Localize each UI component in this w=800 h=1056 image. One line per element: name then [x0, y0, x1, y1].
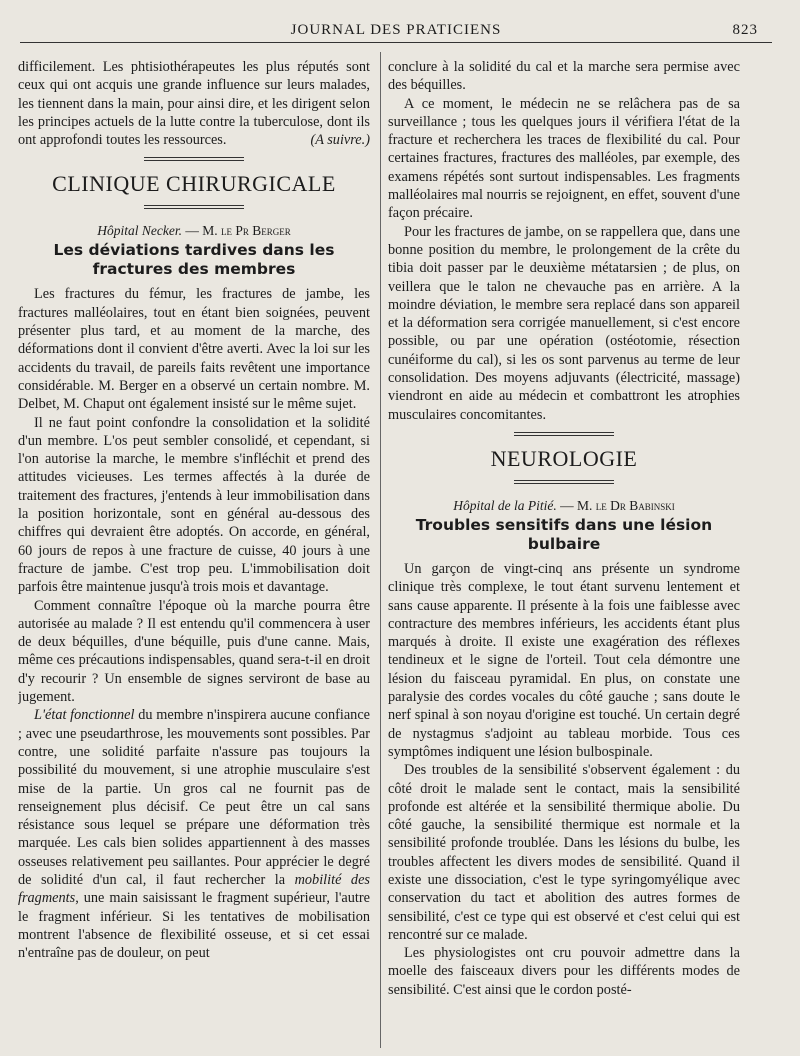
author-name: — M. le Dr Babinski [560, 497, 675, 513]
intro-text: difficilement. Les phtisiothérapeutes les plus réputés sont ceux qui ont acquis une grande influence sur leurs malades, les tiennent dans la main, pour ainsi dire, et les dirigent selon les principes actuels de la lutte contre la tuberculose, dont ils ont approfondi toutes les ressources. [18, 59, 370, 149]
double-rule [144, 157, 244, 161]
paragraph: A ce moment, le médecin ne se relâchera pas de sa surveillance ; tous les quelques jours il vérifiera l'état de la fracture et recherchera les traces de flexibilité du cal. Pour certaines fractures, fractures des malléoles, par exemple, des examens répétés sont surtout indispensables. Les fragments malléolaires mal nourris se rejoignent, en effet, souvent d'une façon précaire. [388, 95, 740, 222]
running-header [20, 20, 772, 43]
section-title-neurologie: NEUROLOGIE [490, 445, 638, 471]
hospital-name: Hôpital Necker. [97, 223, 182, 239]
paragraph: conclure à la solidité du cal et la marche sera permise avec des béquilles. [388, 59, 740, 94]
paragraph: Des troubles de la sensibilité s'observent également : du côté droit le malade sent le contact, mais la sensibilité profonde est altérée et la sensibilité thermique abolie. Du côté gauche, la sensibilité thermique est normale et la sensibilité profonde troublée. Dans les lésions du bulbe, les troubles affectent les divers modes de sensibilité. Quand il existe une dissociation, c'est le type syringomyélique avec conservation du tact et abolition des autres formes de sensibilité, c'est ce type qui est observé et c'est celui qui est rencontré sur ce malade. [388, 762, 740, 943]
hospital-line [18, 223, 370, 239]
paragraph: Les fractures du fémur, les fractures de jambe, les fractures malléolaires, tout en étant bien soignées, peuvent présenter plus tard, et au moment de la marche, des déformations dont il convient d'être averti. Avec la loi sur les accidents du travail, de pareils faits revêtent une importance considérable. M. Berger en a observé un certain nombre. M. Delbet, M. Chaput ont également insisté sur le même sujet. [18, 286, 370, 413]
author-name: — M. le Pr Berger [185, 223, 291, 239]
hospital-name: Hôpital de la Pitié. [453, 497, 557, 513]
paragraph-text: , une main saisissant le fragment supérieur, l'autre le fragment inférieur. Si les tentatives de mobilisation montrent l'absence de flexibilité osseuse, et si cet essai n'entraîne pas de douleur, on peut [18, 890, 370, 962]
paragraph: Il ne faut point confondre la consolidation et la solidité d'un membre. L'os peut sembler consolidé, et cependant, si l'on autorise la marche, le membre s'infléchit et prend des attitudes vicieuses. Les termes affectés à la durée de traitement des fractures, j'entends à leur immobilisation dans la position horizontale, sont en général au-dessous des chiffres qui devraient être adoptés. On accorde, en général, 60 jours de repos à une fracture de cuisse, 40 jours à une fracture de jambe. C'est trop peu. L'immobilisation doit parfois être maintenue jusqu'à trois mois et davantage. [18, 414, 370, 596]
column-divider [380, 52, 381, 1048]
paragraph: Les physiologistes ont cru pouvoir admettre dans la moelle des faisceaux divers pour les différents modes de sensibilité. C'est ainsi que le cordon posté- [388, 945, 740, 998]
emphasis: mobilité des fragments [18, 871, 370, 907]
intro-paragraph [18, 58, 370, 149]
paragraph: Un garçon de vingt-cinq ans présente un syndrome clinique très complexe, le tout étant survenu lentement et sans cause apparente. Il présente à la fois une faiblesse avec contracture des membres inférieurs, les accidents étant plus marqués à droite. Il existe une exagération des réflexes tendineux et le signe de l'orteil. Tout cela démontre une lésion du faisceau pyramidal. En plus, on constate une paralysie des cordes vocales du côté gauche ; sans doute le nerf spinal à son noyau d'origine est touché. Un certain degré de nystagmus s'adjoint au tableau morbide. Tous ces symptômes indiquent une lésion bulbospinale. [388, 560, 740, 760]
hospital-line [388, 498, 740, 514]
double-rule [144, 205, 244, 209]
paragraph: Pour les fractures de jambe, on se rappellera que, dans une bonne position du membre, le prolongement de la crête du tibia doit passer par le deuxième métatarsien ; de plus, on veillera que le talon ne chevauche pas en arrière. A la moindre déviation, le membre sera replacé dans son appareil et la déformation sera corrigée manuellement, si c'est encore possible, ou par une opération (ostéotomie, résection cunéiforme du cal), si les os sont parvenus au terme de leur consolidation. Des moyens adjuvants (électricité, massage) viendront en aide au médecin et combattront les atrophies musculaires concomitantes. [388, 223, 740, 423]
journal-title: JOURNAL DES PRATICIENS [290, 22, 502, 38]
a-suivre-note: (A suivre.) [310, 132, 370, 149]
left-column [18, 58, 370, 1048]
article-title: Les déviations tardives dans les fractures des membres [53, 241, 335, 279]
paragraph: Comment connaître l'époque où la marche pourra être autorisée au malade ? Il est entendu qu'il commencera à user de deux béquilles, d'une béquille, puis d'une canne. Mais, même ces précautions indispensables, quand sera-t-il en droit d'y recourir ? Un ensemble de signes serviront de base au jugement. [18, 597, 370, 706]
paragraph [18, 706, 370, 962]
double-rule [514, 432, 614, 436]
right-column [388, 58, 740, 1048]
paragraph-text: du membre n'inspirera aucune confiance ; avec une pseudarthrose, les mouvements sont possibles. Par contre, une solidité parfaite n'assure pas toujours la possibilité du mouvement, si une atrophie musculaire s'est mise de la partie. Un gros cal ne fournit pas de renseignement plus décisif. Ce peut être un cal sans résistance sous lequel se prépare une déformation très marquée. Les cals bien solides appartiennent à des masses osseuses relativement peu saillantes. Pour apprécier le degré de solidité d'un cal, il faut rechercher la [18, 707, 370, 888]
emphasis: L'état fonctionnel [34, 707, 135, 724]
article-title: Troubles sensitifs dans une lésion bulbaire [415, 515, 713, 553]
section-title-clinique: CLINIQUE CHIRURGICALE [52, 171, 336, 197]
page-number: 823 [732, 22, 758, 38]
double-rule [514, 480, 614, 484]
